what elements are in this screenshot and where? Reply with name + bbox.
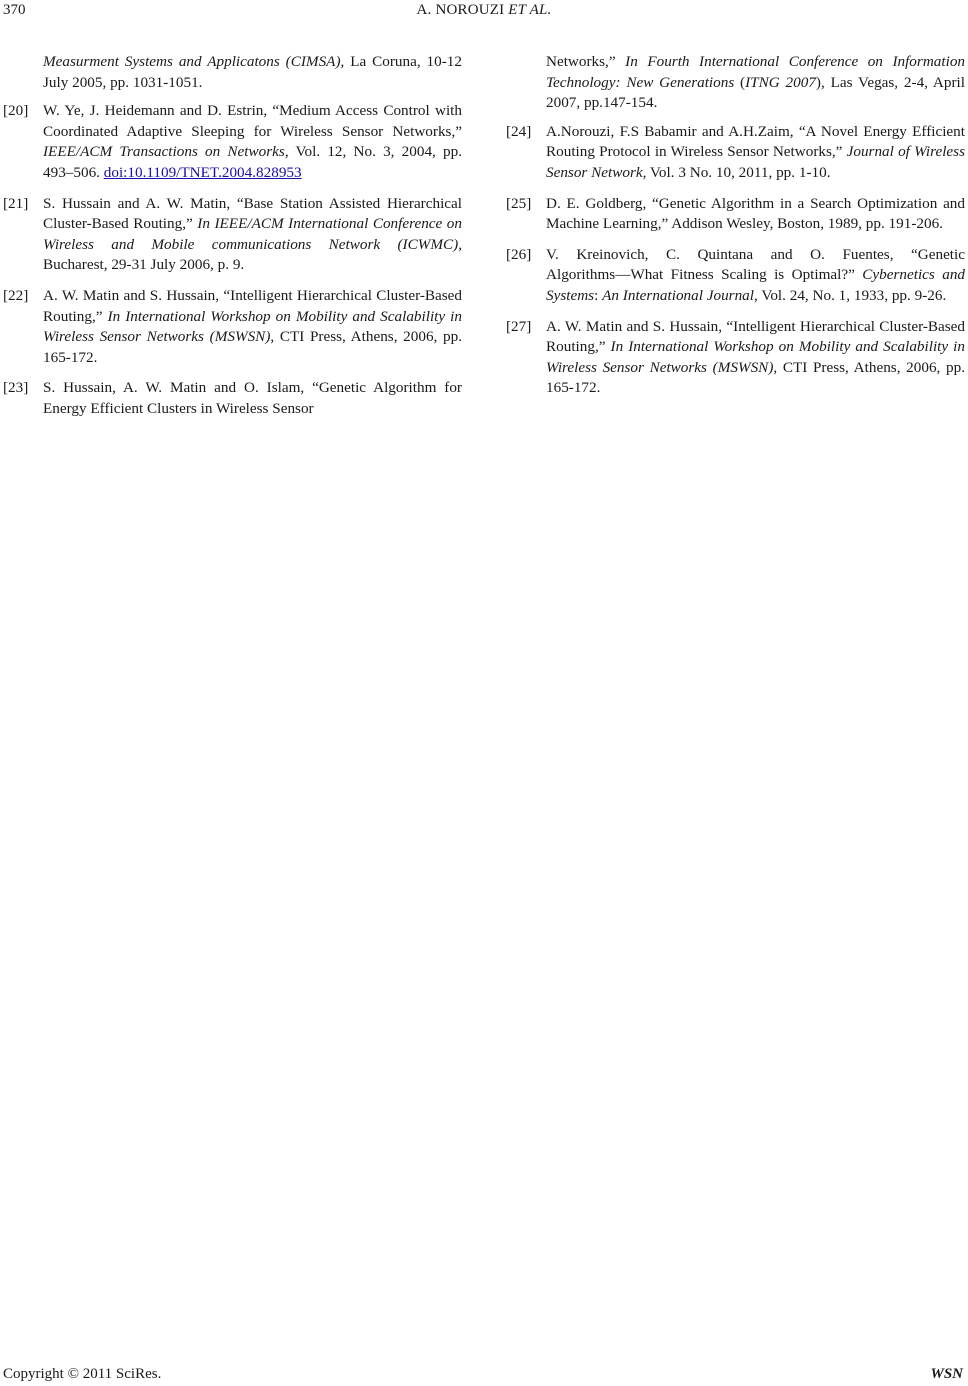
reference-plain-text: A. W. Matin and S. Hussain, “Intelligent Hierarchical Cluster-Based Routing,”	[546, 317, 965, 356]
reference-entry	[3, 286, 462, 368]
reference-number: [25]	[506, 194, 532, 212]
right-column-references	[506, 52, 965, 409]
reference-plain-text: , Bucharest, 29-31 July 2006, p. 9.	[43, 235, 462, 274]
reference-italic-text: In Fourth International Conference on Information Technology: New Generations	[546, 53, 966, 91]
reference-plain-text: A. W. Matin and S. Hussain, “Intelligent Hierarchical Cluster-Based Routing,”	[43, 286, 462, 325]
reference-text	[43, 378, 462, 419]
running-head-author: A. NOROUZI	[416, 2, 505, 18]
doi-link[interactable]: doi:10.1109/TNET.2004.828953	[103, 163, 302, 181]
reference-text	[546, 122, 965, 184]
reference-text	[546, 52, 965, 114]
reference-italic-text: IEEE/ACM Transactions on Networks	[43, 143, 285, 161]
page-number: 370	[3, 2, 26, 18]
footer-journal: WSN	[930, 1366, 963, 1382]
reference-plain-text: , CTI Press, Athens, 2006, pp. 165-172.	[43, 328, 462, 366]
reference-plain-text: , Vol. 12, No. 3, 2004, pp. 493–506.	[43, 143, 463, 181]
reference-number: [23]	[3, 379, 29, 397]
reference-plain-text: ), Las Vegas, 2-4, April 2007, pp.147-154.	[546, 73, 965, 112]
reference-plain-text: Networks,”	[546, 53, 626, 70]
reference-italic-text: In IEEE/ACM International Conference on Wireless and Mobile communications Network (ICWMC)	[43, 215, 462, 253]
reference-plain-text: D. E. Goldberg, “Genetic Algorithm in a Search Optimization and Machine Learning,” Addison Wesley, Boston, 1989, pp. 191-206.	[546, 194, 965, 233]
reference-plain-text: W. Ye, J. Heidemann and D. Estrin, “Medium Access Control with Coordinated Adaptive Sleeping for Wireless Sensor Networks,”	[43, 102, 462, 140]
reference-italic-text: In International Workshop on Mobility and Scalability in Wireless Sensor Networks (MSWSN)	[546, 338, 965, 376]
running-head-etal: ET AL.	[508, 2, 552, 18]
reference-entry	[506, 122, 965, 184]
reference-text	[43, 194, 462, 276]
reference-entry	[506, 317, 965, 399]
reference-text	[43, 101, 462, 183]
reference-italic-text: Measurment Systems and Applicatons (CIMSA)	[43, 53, 341, 70]
reference-continuation	[3, 52, 462, 93]
reference-plain-text: , CTI Press, Athens, 2006, pp. 165-172.	[546, 358, 965, 397]
reference-number: [20]	[3, 102, 29, 120]
reference-italic-text: Journal of Wireless Sensor Network	[546, 143, 965, 181]
reference-number: [21]	[3, 194, 29, 212]
reference-number: [26]	[506, 245, 532, 263]
running-head	[0, 2, 968, 19]
reference-plain-text: (	[734, 73, 746, 91]
reference-entry	[506, 245, 965, 307]
reference-plain-text: A.Norouzi, F.S Babamir and A.H.Zaim, “A Novel Energy Efficient Routing Protocol in Wireless Sensor Networks,”	[546, 122, 965, 161]
reference-number: [27]	[506, 317, 532, 335]
reference-plain-text: V. Kreinovich, C. Quintana and O. Fuentes, “Genetic Algorithms―What Fitness Scaling is Optimal?”	[546, 245, 965, 284]
footer-copyright: Copyright © 2011 SciRes.	[3, 1366, 162, 1382]
reference-plain-text: S. Hussain, A. W. Matin and O. Islam, “Genetic Algorithm for Energy Efficient Clusters in Wireless Sensor	[43, 379, 462, 417]
reference-text	[546, 245, 965, 307]
reference-entry	[3, 194, 462, 276]
reference-text	[546, 317, 965, 399]
reference-text	[43, 52, 462, 93]
reference-italic-text: In International Workshop on Mobility and Scalability in Wireless Sensor Networks (MSWSN)	[43, 307, 462, 346]
reference-italic-text: An International Journal	[602, 286, 754, 304]
reference-italic-text: ITNG 2007	[745, 73, 816, 91]
reference-number: [24]	[506, 122, 532, 140]
left-column-references	[3, 52, 462, 430]
reference-entry	[506, 194, 965, 235]
reference-entry	[3, 378, 462, 419]
reference-plain-text: :	[594, 286, 603, 304]
reference-plain-text: , Vol. 3 No. 10, 2011, pp. 1-10.	[642, 163, 831, 181]
reference-text	[546, 194, 965, 235]
reference-continuation	[506, 52, 965, 114]
reference-plain-text: S. Hussain and A. W. Matin, “Base Station Assisted Hierarchical Cluster-Based Routing,”	[43, 194, 462, 233]
reference-entry	[3, 101, 462, 183]
reference-plain-text: , Vol. 24, No. 1, 1933, pp. 9-26.	[754, 286, 947, 304]
reference-number: [22]	[3, 286, 29, 304]
reference-italic-text: Cybernetics and Systems	[546, 266, 966, 304]
reference-plain-text: , La Coruna, 10-12 July 2005, pp. 1031-1051.	[43, 53, 462, 91]
reference-text	[43, 286, 462, 368]
